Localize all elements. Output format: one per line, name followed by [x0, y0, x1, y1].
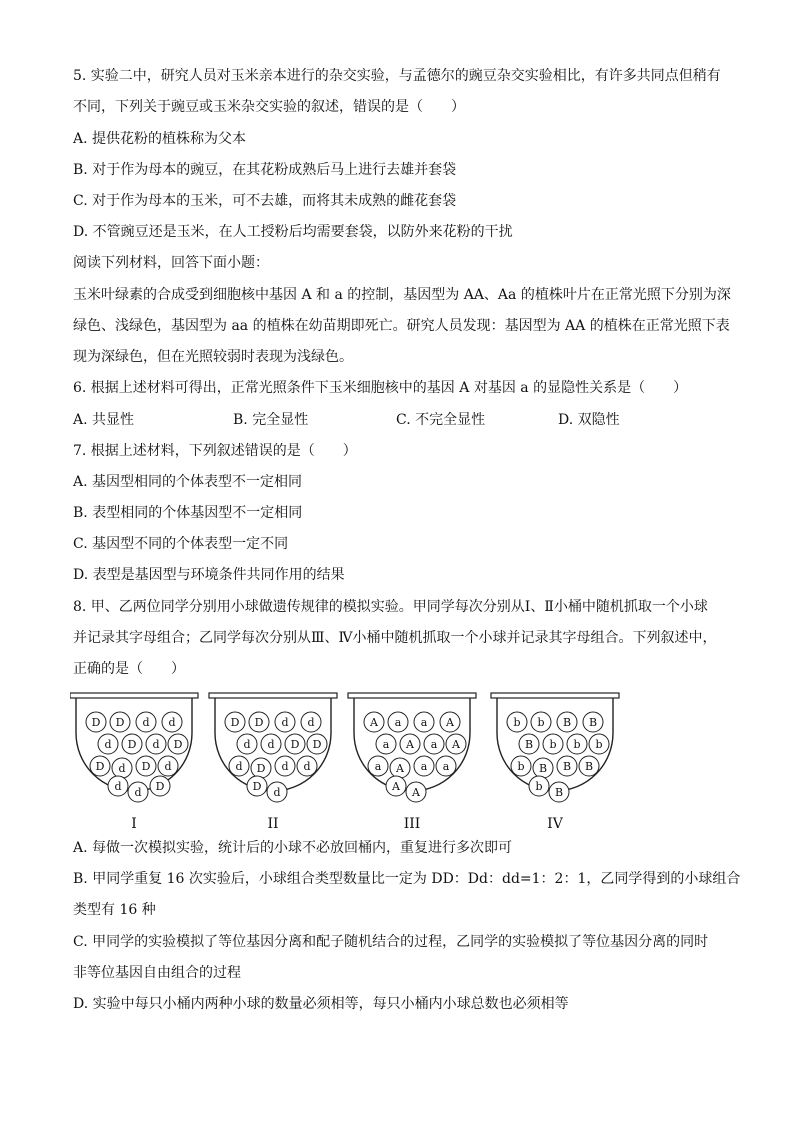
- ball-letter: D: [290, 738, 300, 751]
- ball-letter: D: [252, 780, 262, 793]
- ball: [533, 758, 553, 778]
- ball: [297, 756, 317, 776]
- ball-letter: D: [173, 738, 183, 751]
- ball: [128, 782, 148, 802]
- ball: [414, 712, 434, 732]
- ball-letter: b: [517, 760, 525, 773]
- q8-option-b-line2: 类型有 16 种: [73, 902, 156, 918]
- ball: [424, 734, 444, 754]
- ball-letter: B: [562, 716, 572, 729]
- ball-letter: D: [230, 716, 240, 729]
- ball: [98, 734, 118, 754]
- ball: [406, 782, 426, 802]
- ball-letter: B: [524, 738, 534, 751]
- ball-letter: d: [114, 780, 122, 793]
- ball-letter: a: [442, 760, 450, 773]
- ball: [531, 712, 551, 732]
- ball: [368, 756, 388, 776]
- q6-stem: 6. 根据上述材料可得出，正常光照条件下玉米细胞核中的基因 A 对基因 a 的显隐性关系是（ ）: [73, 380, 688, 396]
- ball-letter: b: [513, 716, 521, 729]
- ball: [579, 756, 599, 776]
- ball: [388, 712, 408, 732]
- ball: [249, 712, 269, 732]
- bucket-label: IV: [547, 816, 563, 832]
- bucket-2: [209, 693, 337, 832]
- ball: [108, 776, 128, 796]
- ball-letter: D: [127, 738, 137, 751]
- q5-option-c: C. 对于作为母本的玉米，可不去雄，而将其未成熟的雌花套袋: [73, 193, 457, 209]
- q7-stem: 7. 根据上述材料，下列叙述错误的是（ ）: [73, 443, 357, 459]
- ball-letter: d: [243, 738, 251, 751]
- ball-letter: A: [452, 738, 460, 751]
- ball: [589, 734, 609, 754]
- ball-letter: d: [168, 716, 176, 729]
- ball: [110, 712, 130, 732]
- ball-letter: a: [420, 760, 428, 773]
- ball-letter: a: [374, 760, 382, 773]
- ball-letter: a: [430, 738, 438, 751]
- ball: [583, 712, 603, 732]
- ball-letter: D: [91, 716, 101, 729]
- ball-letter: d: [235, 760, 243, 773]
- ball: [229, 756, 249, 776]
- material-line-2: 绿色、浅绿色，基因型为 aa 的植株在幼苗期即死亡。研究人员发现：基因型为 AA 的植株在正常光照下表: [73, 318, 730, 334]
- ball-letter: D: [141, 760, 151, 773]
- ball-letter: d: [142, 716, 150, 729]
- ball: [386, 776, 406, 796]
- ball: [557, 756, 577, 776]
- ball-letter: D: [115, 716, 125, 729]
- ball-letter: d: [267, 738, 275, 751]
- q7-option-d: D. 表型是基因型与环境条件共同作用的结果: [73, 567, 345, 583]
- ball-letter: d: [104, 738, 112, 751]
- ball-letter: B: [562, 760, 572, 773]
- ball: [414, 756, 434, 776]
- ball: [400, 734, 420, 754]
- bucket-1: [70, 693, 198, 832]
- q5-stem-line1: 5. 实验二中，研究人员对玉米亲本进行的杂交实验，与孟德尔的豌豆杂交实验相比，有许多共同点但稍有: [73, 68, 721, 84]
- q5-option-b: B. 对于作为母本的豌豆，在其花粉成熟后马上进行去雄并套袋: [73, 162, 457, 178]
- ball-letter: D: [254, 716, 264, 729]
- ball: [307, 734, 327, 754]
- q8-option-a: A. 每做一次模拟实验，统计后的小球不必放回桶内，重复进行多次即可: [73, 840, 513, 856]
- q5-stem-line2: 不同，下列关于豌豆或玉米杂交实验的叙述，错误的是（ ）: [73, 99, 465, 115]
- ball: [162, 712, 182, 732]
- q8-option-c-line1: C. 甲同学的实验模拟了等位基因分离和配子随机结合的过程，乙同学的实验模拟了等位基因分离的同时: [73, 934, 709, 950]
- ball-letter: b: [535, 780, 543, 793]
- ball-letter: d: [281, 760, 289, 773]
- ball-letter: d: [281, 716, 289, 729]
- ball: [251, 758, 271, 778]
- bucket-figure: [70, 688, 630, 836]
- q8-option-b-line1: B. 甲同学重复 16 次实验后，小球组合类型数量比一定为 DD：Dd：dd=1：2：1，乙同学得到的小球组合: [73, 871, 741, 887]
- q6-options: [73, 409, 713, 431]
- ball-letter: A: [396, 762, 404, 775]
- ball-letter: D: [256, 762, 266, 775]
- ball: [549, 782, 569, 802]
- ball-letter: a: [420, 716, 428, 729]
- q8-stem-line3: 正确的是（ ）: [73, 661, 185, 677]
- ball: [285, 734, 305, 754]
- ball: [158, 756, 178, 776]
- ball: [267, 782, 287, 802]
- ball: [511, 756, 531, 776]
- ball: [90, 756, 110, 776]
- ball-letter: B: [554, 786, 564, 799]
- ball-letter: b: [573, 738, 581, 751]
- ball: [376, 734, 396, 754]
- bucket-lid: [491, 693, 619, 698]
- ball-letter: d: [134, 786, 142, 799]
- ball: [150, 776, 170, 796]
- q7-option-c: C. 基因型不同的个体表型一定不同: [73, 536, 289, 552]
- ball: [364, 712, 384, 732]
- bucket-4: [491, 693, 619, 832]
- ball-letter: d: [152, 738, 160, 751]
- ball-letter: A: [412, 786, 420, 799]
- ball: [247, 776, 267, 796]
- ball-letter: D: [155, 780, 165, 793]
- ball-letter: d: [303, 760, 311, 773]
- ball-letter: d: [307, 716, 315, 729]
- ball: [225, 712, 245, 732]
- ball-letter: b: [595, 738, 603, 751]
- ball: [436, 756, 456, 776]
- ball: [543, 734, 563, 754]
- q7-option-a: A. 基因型相同的个体表型不一定相同: [73, 474, 303, 490]
- ball-letter: b: [537, 716, 545, 729]
- ball: [168, 734, 188, 754]
- ball-letter: b: [549, 738, 557, 751]
- ball-letter: B: [588, 716, 598, 729]
- ball: [136, 756, 156, 776]
- ball: [275, 712, 295, 732]
- ball-letter: d: [118, 762, 126, 775]
- ball: [507, 712, 527, 732]
- ball-letter: a: [394, 716, 402, 729]
- ball-letter: A: [406, 738, 414, 751]
- q6-option-a: A. 共显性: [73, 412, 135, 428]
- q5-option-a: A. 提供花粉的植株称为父本: [73, 131, 247, 147]
- ball: [136, 712, 156, 732]
- q8-stem-line1: 8. 甲、乙两位同学分别用小球做遗传规律的模拟实验。甲同学每次分别从Ⅰ、Ⅱ小桶中随机抓取一个小球: [73, 599, 708, 615]
- material-line-1: 玉米叶绿素的合成受到细胞核中基因 A 和 a 的控制，基因型为 AA、Aa 的植株叶片在正常光照下分别为深: [73, 287, 731, 303]
- material-line-3: 现为深绿色，但在光照较弱时表现为浅绿色。: [73, 349, 353, 365]
- ball: [146, 734, 166, 754]
- ball: [567, 734, 587, 754]
- bucket-3: [348, 693, 476, 832]
- q8-option-d: D. 实验中每只小桶内两种小球的数量必须相等，每只小桶内小球总数也必须相等: [73, 996, 569, 1012]
- bucket-lid: [70, 693, 198, 698]
- bucket-lid: [348, 693, 476, 698]
- ball: [301, 712, 321, 732]
- ball: [446, 734, 466, 754]
- ball-letter: d: [164, 760, 172, 773]
- ball-letter: d: [273, 786, 281, 799]
- ball-letter: A: [392, 780, 400, 793]
- q7-option-b: B. 表型相同的个体基因型不一定相同: [73, 505, 303, 521]
- ball: [557, 712, 577, 732]
- material-intro: 阅读下列材料，回答下面小题：: [73, 255, 269, 271]
- q8-option-c-line2: 非等位基因自由组合的过程: [73, 965, 241, 981]
- ball-letter: B: [538, 762, 548, 775]
- ball: [529, 776, 549, 796]
- ball: [519, 734, 539, 754]
- ball-letter: a: [382, 738, 390, 751]
- bucket-lid: [209, 693, 337, 698]
- q6-option-b: B. 完全显性: [233, 412, 309, 428]
- bucket-label: III: [403, 816, 421, 832]
- ball-letter: B: [584, 760, 594, 773]
- bucket-label: I: [131, 816, 137, 832]
- ball-letter: A: [446, 716, 454, 729]
- ball: [122, 734, 142, 754]
- ball: [112, 758, 132, 778]
- q5-option-d: D. 不管豌豆还是玉米，在人工授粉后均需要套袋，以防外来花粉的干扰: [73, 224, 513, 240]
- ball-letter: D: [95, 760, 105, 773]
- bucket-label: II: [267, 816, 279, 832]
- ball: [440, 712, 460, 732]
- ball: [86, 712, 106, 732]
- ball-letter: A: [370, 716, 378, 729]
- ball: [261, 734, 281, 754]
- ball-letter: D: [312, 738, 322, 751]
- q8-stem-line2: 并记录其字母组合；乙同学每次分别从Ⅲ、Ⅳ小桶中随机抓取一个小球并记录其字母组合。下列叙述中，: [73, 630, 717, 646]
- ball: [237, 734, 257, 754]
- q6-option-d: D. 双隐性: [558, 412, 620, 428]
- ball: [390, 758, 410, 778]
- ball: [275, 756, 295, 776]
- q6-option-c: C. 不完全显性: [396, 412, 486, 428]
